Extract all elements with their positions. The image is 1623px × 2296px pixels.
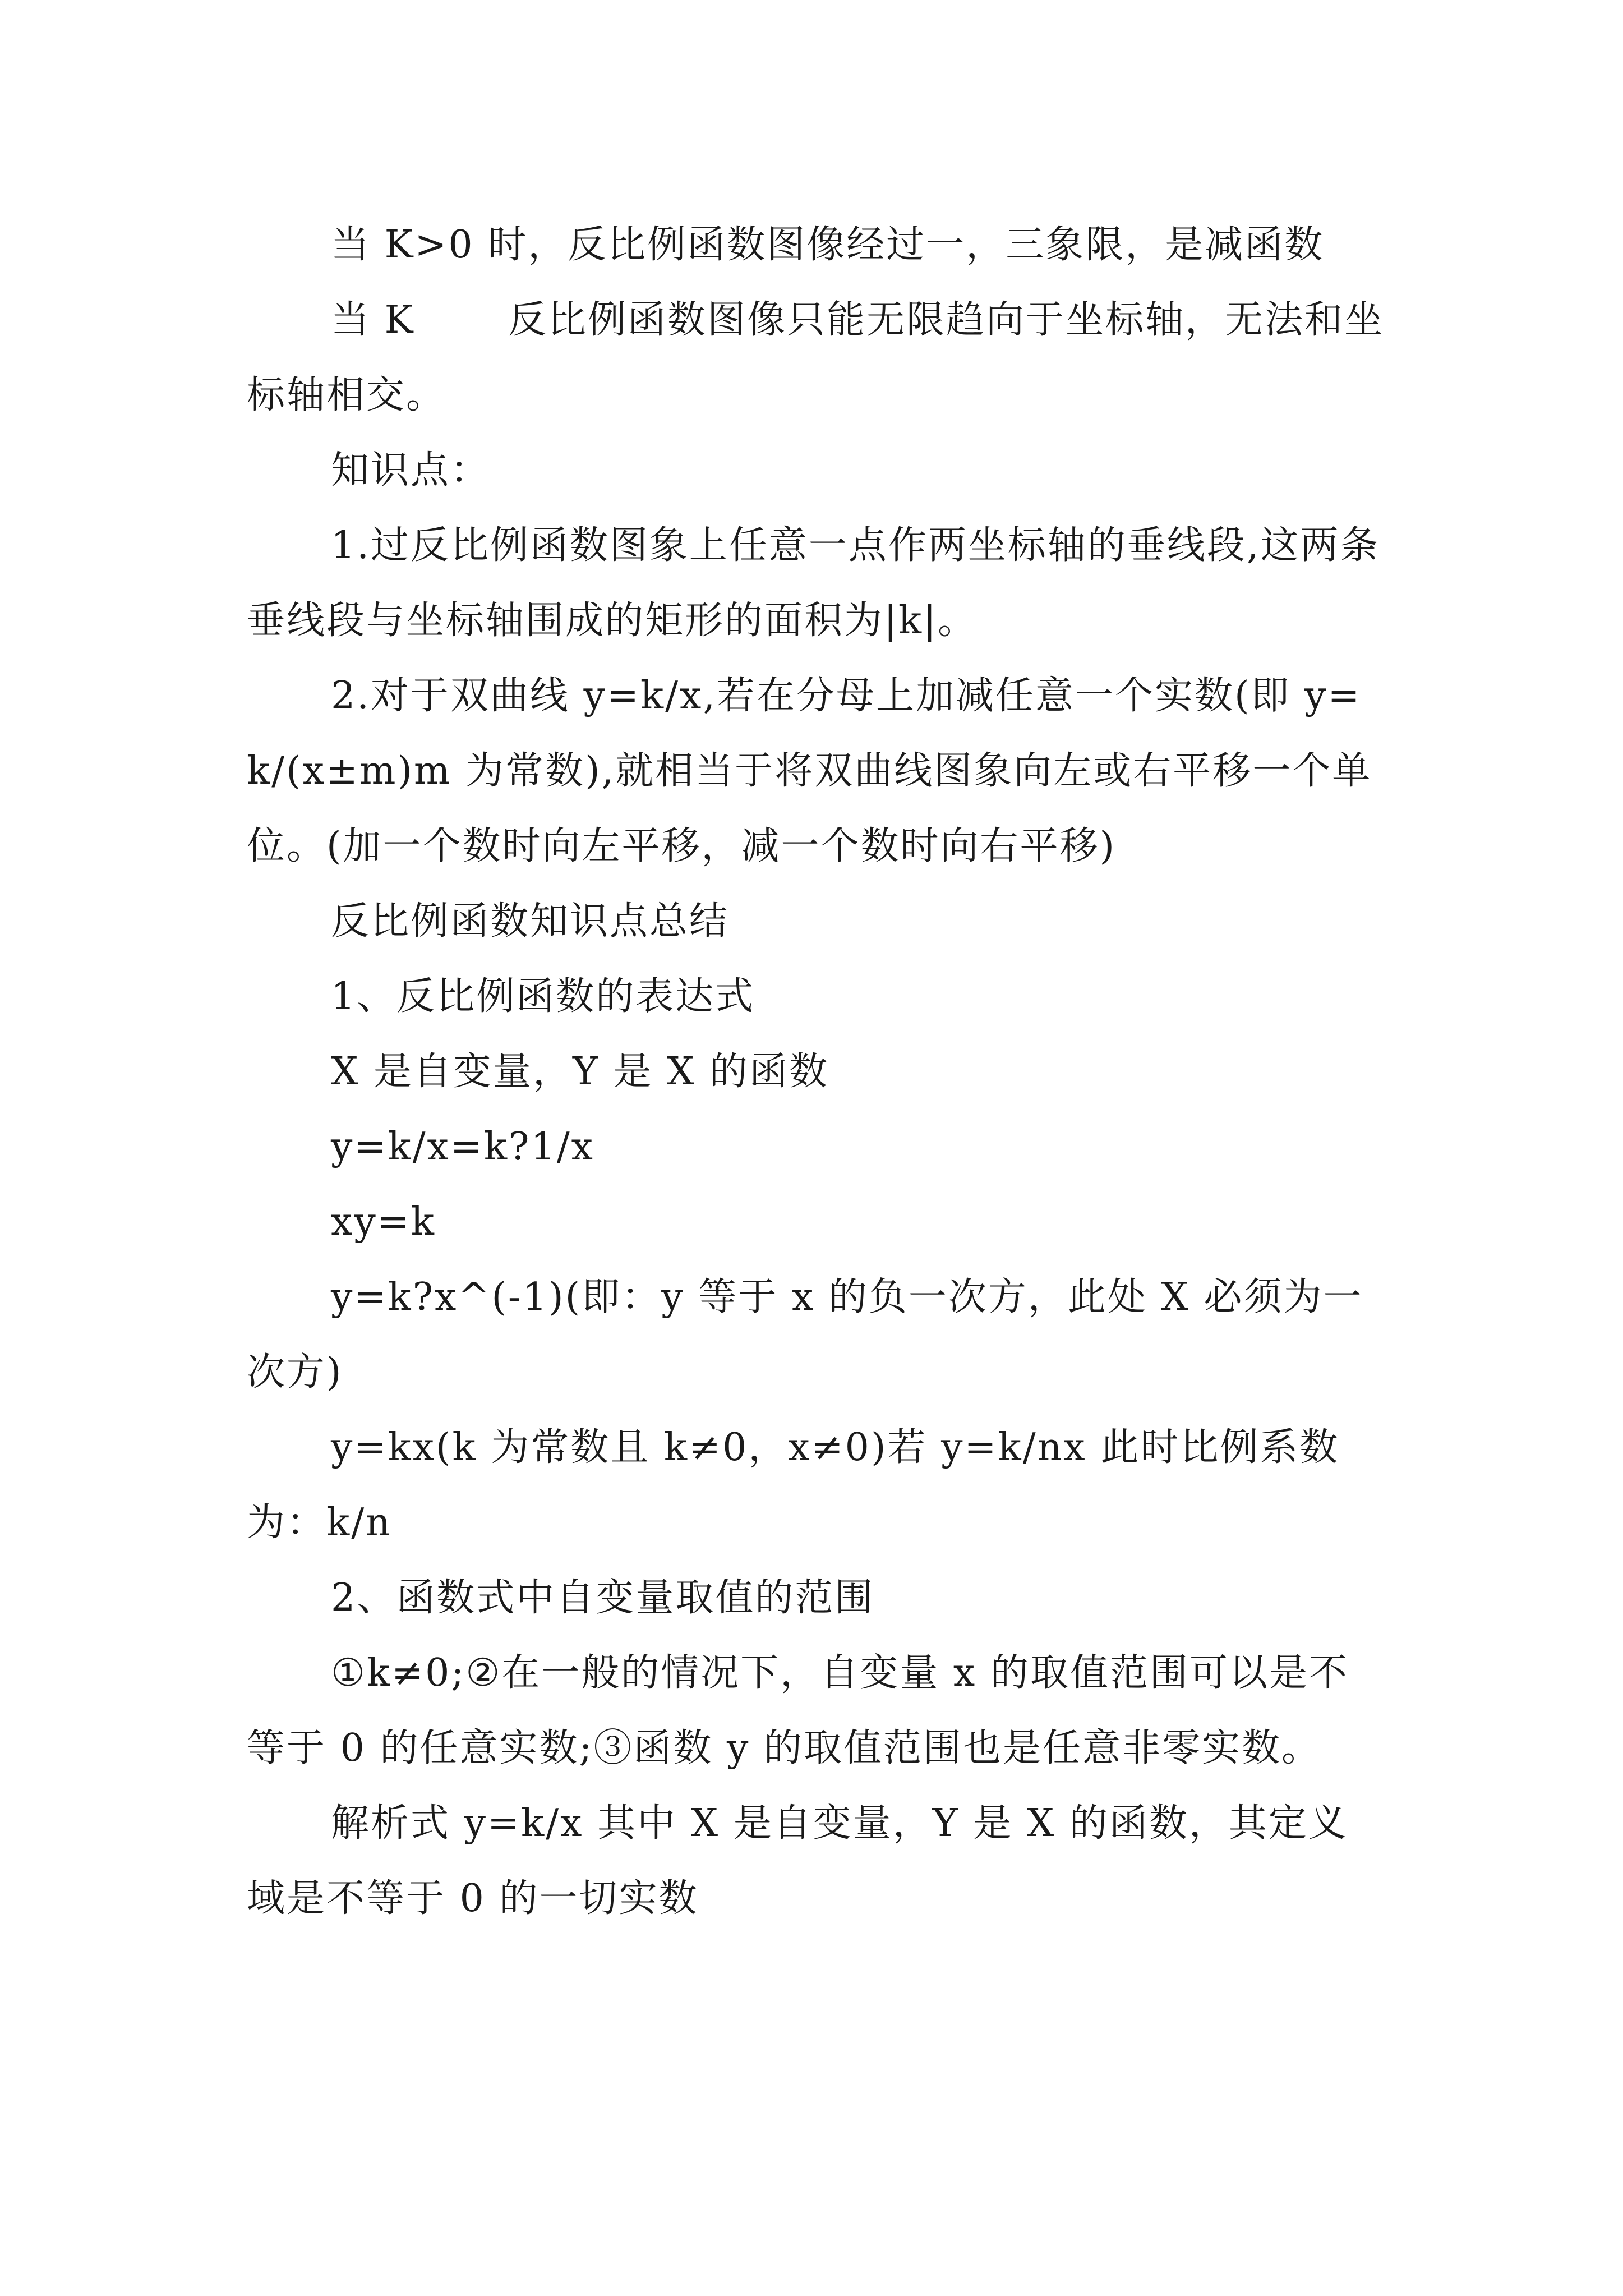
document-body [247,208,1385,1936]
paragraph: X 是自变量，Y 是 X 的函数 [331,1050,829,1094]
paragraph: 当 K 反比例函数图像只能无限趋向于坐标轴，无法和坐标轴相交。 [247,298,1385,417]
paragraph: 1、反比例函数的表达式 [331,974,755,1019]
paragraph: 知识点： [331,448,491,493]
paragraph: 反比例函数知识点总结 [331,899,730,944]
paragraph: 解析式 y=k/x 其中 X 是自变量，Y 是 X 的函数，其定义域是不等于 0 的一切实数 [247,1801,1348,1921]
paragraph: 1.过反比例函数图象上任意一点作两坐标轴的垂线段,这两条垂线段与坐标轴围成的矩形的面积为|k|。 [247,523,1380,643]
paragraph: xy=k [331,1200,436,1244]
paragraph: y=k/x=k?1/x [331,1125,595,1169]
paragraph: y=k?x^(-1)(即：y 等于 x 的负一次方，此处 X 必须为一次方) [247,1275,1363,1395]
paragraph: 当 K>0 时，反比例函数图像经过一，三象限，是减函数 [331,223,1325,267]
paragraph: 2.对于双曲线 y=k/x,若在分母上加减任意一个实数(即 y=k/(x±m)m 为常数),就相当于将双曲线图象向左或右平移一个单位。(加一个数时向左平移，减一个数时向右平移) [247,674,1372,868]
paragraph: 2、函数式中自变量取值的范围 [331,1576,875,1620]
paragraph: ①k≠0;②在一般的情况下，自变量 x 的取值范围可以是不等于 0 的任意实数;③函数 y 的取值范围也是任意非零实数。 [247,1651,1349,1770]
paragraph: y=kx(k 为常数且 k≠0，x≠0)若 y=k/nx 此时比例系数为：k/n [247,1425,1340,1545]
